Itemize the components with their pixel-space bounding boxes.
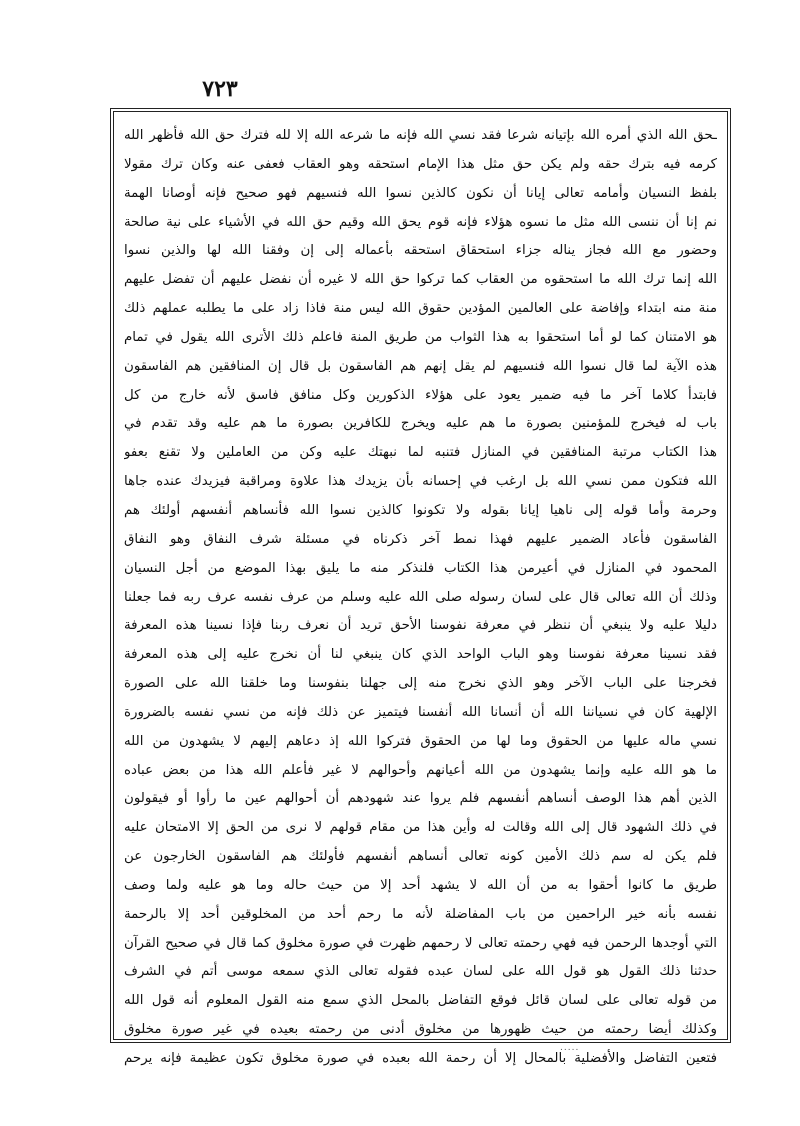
text-line: فخرجنا على الباب الآخر وهو الذي نخرج منه إلى جهلنا بنفوسنا وما خلقنا الله على الصورة (124, 676, 717, 692)
text-line: هو الامتنان كما لو أما استحقوا به هذا الثواب من طريق المنة فاعلم ذلك الأترى الله يقول في تمام (124, 329, 717, 345)
text-line: فابتدأ كلاما آخر ما فيه ضمير يعود على هؤلاء الذكورين وكل منافق فاسق لأنه خارج من كل (124, 387, 717, 403)
text-line: فقد نسينا معرفة نفوسنا وهو الباب الواحد الذي كان ينبغي لنا أن نخرج عليه إلى هذه المعرفة (124, 647, 717, 663)
text-line: وكذلك أيضا رحمته من حيث ظهورها من مخلوق أدنى من رحمته بعيده في غير صورة مخلوق (124, 1022, 717, 1038)
text-line: منة منه ابتداء وإفاضة على العالمين المؤدين حقوق الله ليس منة فاذا زاد على ما يطلبه عملهم ذلك (124, 301, 717, 317)
text-line: حدثنا ذلك القول هو قول الله على لسان عبده فقوله تعالى الذي سمعه موسى أتم في الشرف (124, 964, 717, 980)
main-text-block (124, 122, 717, 1074)
text-line: نسي ماله عليها من الحقوق وما لها من الحقوق فتركوا الله إذ دعاهم إليهم لا يشهدون من الله (124, 733, 717, 749)
text-line: وحضور مع الله فجاز يناله جزاء استحقاق استحقه بأعماله إلى إن وفقنا الله لها والذين نسوا (124, 243, 717, 259)
text-line: الفاسقون فأعاد الضمير عليهم فهذا نمط آخر ذكرناه في مسئلة شرف النفاق وهو النفاق (124, 531, 717, 547)
footer-mark: ..... (560, 1043, 580, 1053)
text-line: من قوله تعالى على لسان قائل فوقع التفاضل بالمحل الذي سمع منه القول المعلوم أنه قول الله (124, 993, 717, 1009)
text-line: هذه الآية لما قال نسوا الله فنسيهم لم يقل إنهم هم الفاسقون بل قال إن المنافقين هم الفاسقون (124, 358, 717, 374)
text-line: هذا الكتاب مرتبة المنافقين في المنازل فتنبه لما نبهتك عليه وكن من العاملين ولا تقنع بعفو (124, 445, 717, 461)
text-line: ما هو الله عليه وإنما يشهدون من الله أعيانهم وأحوالهم لا غير فأعلم الله هذا من بعض عباده (124, 762, 717, 778)
text-frame (110, 108, 731, 1066)
text-line: التي أوجدها الرحمن فيه فهي رحمته تعالى لا رحمهم ظهرت في صورة مخلوق كما قال في صحيح القرآن (124, 935, 717, 951)
text-line: بلفظ النسيان وأمامه تعالى إيانا أن نكون كالذين نسوا الله فنسيهم فهو صحيح فإنه أوصانا الهمة (124, 185, 717, 201)
text-line: الله إنما ترك الله ما استحقوه من العقاب كما تركوا حق الله لا غيره أن نفضل عليهم أن تفضل عليهم (124, 272, 717, 288)
text-line: فلم يكن له سم ذلك الأمين كونه تعالى أنساهم أنفسهم فأولئك هم الفاسقون الخارجون عن (124, 849, 717, 865)
text-line: فتعين التفاضل والأفضلية بالمحال إلا أن رحمة الله بعبده في صورة مخلوق تكون عظيمة فإنه يرحم (124, 1051, 717, 1066)
text-line: الله فتكون ممن نسي الله بل ارغب في إحسانه بأن يزيدك هذا علاوة ومراقبة فيزيدك عنده جاها (124, 474, 717, 490)
text-line: الإلهية كان في نسياننا الله أن أنسانا الله أنفسنا فيتميز عن ذلك فإنه من نسي نفسه بالضرورة (124, 704, 717, 720)
text-line: الذين أهم هذا الوصف أنساهم أنفسهم فلم يروا عند شهودهم أن أحوالهم عين ما رأوا أو فيقولون (124, 791, 717, 807)
text-line: ـحق الله الذي أمره الله بإتيانه شرعا فقد نسي الله فإنه ما شرعه الله إلا لله فترك حق الله فأظهر الله (124, 128, 717, 143)
text-line: نفسه بأنه خير الراحمين من باب المفاضلة لأنه ما رحم أحد من المخلوقين أحد إلا بالرحمة (124, 906, 717, 922)
text-line: نم إنا أن ننسى الله مثل ما نسوه هؤلاء فإنه قوم يحق الله وقيم حق الله في الأشياء على نية صالحة (124, 214, 717, 230)
text-line: دليلا عليه ولا ينبغي أن ننظر في معرفة نفوسنا الأحق تريد أن نعرف ربنا فإذا نسينا هذه المعرفة (124, 618, 717, 634)
text-line: وحرمة وأما قوله إلى ناهيا إيانا بقوله ولا تكونوا كالذين نسوا الله فأنساهم أنفسهم أولئك هم (124, 502, 717, 518)
text-line: في ذلك الشهود قال إلى الله وقالت له وأين هذا من مقام قولهم لا نرى من الحق إلا الامتحان عليه (124, 820, 717, 836)
text-line: طريق ما كانوا أحقوا به من أن الله لا يشهد أحد إلا من حيث حاله وما هو عليه ولما وصف (124, 877, 717, 893)
text-line: باب له فيخرج للمؤمنين بصورة ما هم عليه ويخرج للكافرين بصورة ما هم عليه وقد تقدم في (124, 416, 717, 432)
page-number: ٧٢٣ (202, 76, 238, 102)
text-line: المحمود في المنازل في أعيرمن هذا الكتاب فلنذكر منه ما يليق بهذا الموضع من أجل النسيان (124, 560, 717, 576)
text-line: وذلك أن الله تعالى قال على لسان رسوله صلى الله عليه وسلم من عرف نفسه عرف ربه فما جعلنا (124, 589, 717, 605)
text-line: كرمه فيه بترك حقه ولم يكن حق مثل هذا الإمام استحقه وهو العقاب فعفى عنه وكان ترك مقولا (124, 156, 717, 172)
